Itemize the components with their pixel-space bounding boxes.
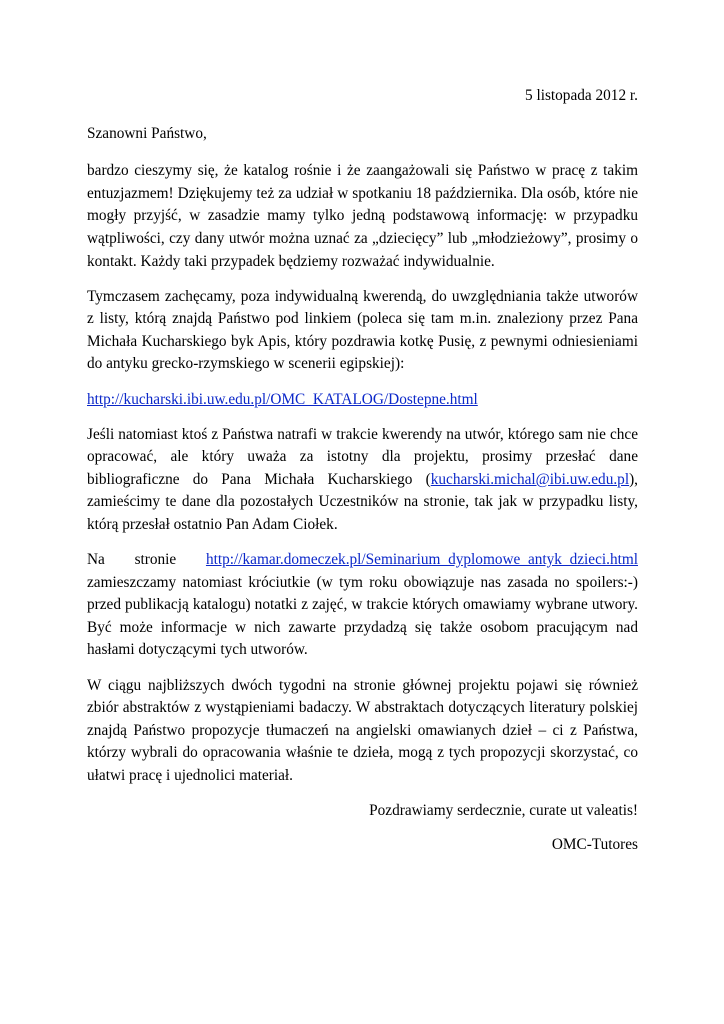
letter-date: 5 listopada 2012 r. <box>524 87 638 104</box>
email-link[interactable]: kucharski.michal@ibi.uw.edu.pl <box>430 470 630 488</box>
paragraph-5: W ciągu najbliższych dwóch tygodni na stronie głównej projektu pojawi się również zbiór abstraktów z wystąpieniami badaczy. W abstraktach dotyczących literatury polskiej znajdą Państwo propozycje tłumaczeń na angielski omawianych dzieł – ci z Państwa, którzy wybrali do opracowania właśnie te dzieła, mogą z tych propozycji skorzystać, co ułatwi pracę i ujednolici materiał. <box>87 676 638 784</box>
catalog-link[interactable]: http://kucharski.ibi.uw.edu.pl/OMC_KATALOG/Dostepne.html <box>87 390 478 408</box>
signature: OMC-Tutores <box>551 836 638 854</box>
paragraph-4-word-na: Na <box>87 551 105 569</box>
paragraph-1: bardzo cieszymy się, że katalog rośnie i że zaangażowali się Państwo w pracę z takim entuzjazmem! Dziękujemy też za udział w spotkaniu 18 października. Dla osób, które nie mogły przyjść, w zasadzie mamy tylko jedną podstawową informację: w przypadku wątpliwości, czy dany utwór można uznać za „dziecięcy” lub „młodzieżowy”, prosimy o kontakt. Każdy taki przypadek będziemy rozważać indywidualnie. <box>87 162 638 270</box>
paragraph-2: Tymczasem zachęcamy, poza indywidualną kwerendą, do uwzględniania także utworów z listy, którą znajdą Państwo pod linkiem (poleca się tam m.in. znaleziony przez Pana Michała Kucharskiego byk Apis, który pozdrawia kotkę Pusię, z pewnymi odniesieniami do antyku grecko-rzymskiego w scenerii egipskiej): <box>87 287 638 373</box>
seminar-link[interactable]: http://kamar.domeczek.pl/Seminarium_dyplomowe_antyk_dzieci.html <box>205 551 638 569</box>
paragraph-3 <box>87 424 638 537</box>
paragraph-3-text-after: ), zamieścimy te dane dla pozostałych Uczestników na stronie, tak jak w przypadku listy, którą przesłał ostatnio Pan Adam Ciołek. <box>87 470 638 533</box>
letter <box>87 85 638 857</box>
paragraph-4: zamieszczamy natomiast króciutkie (w tym roku obowiązuje nas zasada no spoilers:-) przed publikacją katalogu) notatki z zajęć, w trakcie których omawiamy wybrane utwory. Być może informacje w nich zawarte przydadzą się także osobom pracującym nad hasłami dotyczącymi tych utworów. <box>87 573 638 659</box>
paragraph-4-word-stronie: stronie <box>134 551 177 569</box>
paragraph-4-first-line <box>87 549 638 572</box>
closing: Pozdrawiamy serdecznie, curate ut valeatis! <box>369 801 638 819</box>
salutation: Szanowni Państwo, <box>87 124 207 142</box>
catalog-link-line <box>87 389 638 412</box>
paragraph-3-text-before: Jeśli natomiast ktoś z Państwa natrafi w trakcie kwerendy na utwór, którego sam nie chce opracować, ale który uważa za istotny dla projektu, prosimy przesłać dane bibliograficzne do Pana Michała Kucharskiego ( <box>87 425 638 488</box>
